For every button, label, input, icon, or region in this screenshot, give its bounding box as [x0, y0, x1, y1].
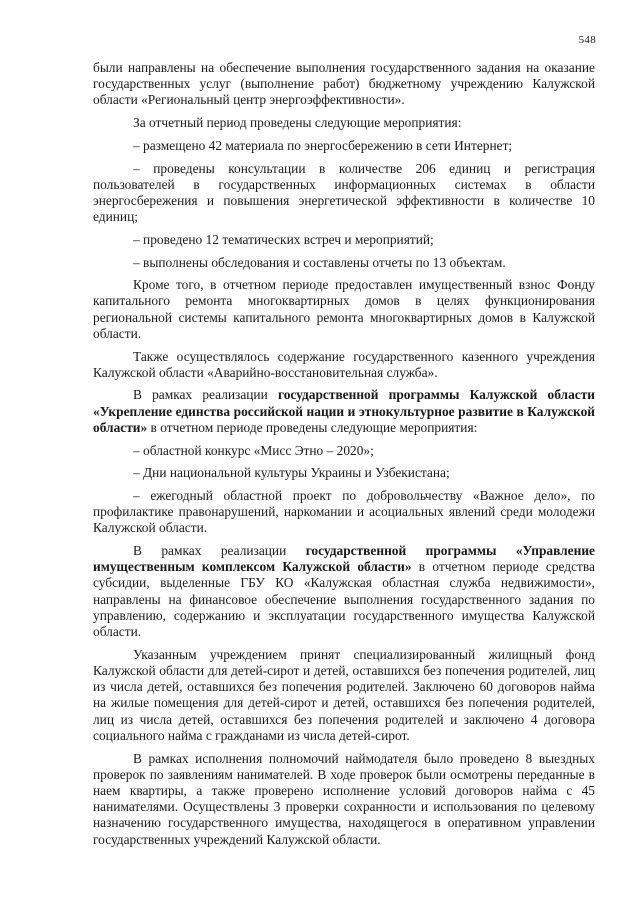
list-item: – Дни национальной культуры Украины и Узбекистана; [133, 465, 450, 481]
paragraph-2: За отчетный период проведены следующие мероприятия: [133, 115, 462, 131]
paragraph-9-pre: В рамках реализации [133, 387, 278, 403]
program-title-ethno: государственной программы Калужской области «Укрепление единства российской нации и этнокультурное развитие в Калужской области» [93, 387, 595, 435]
paragraph-9 [93, 387, 595, 436]
paragraph-15: В рамках исполнения полномочий наймодателя было проведено 8 выездных проверок по заявлениям нанимателей. В ходе проверок были осмотрены переданные в наем квартиры, а также проверено исполнение условий договоров найма с 45 нанимателями. Осуществлены 3 проверки сохранности и использования по целевому назначению государственного имущества, находящегося в оперативном управлении государственных учреждений Калужской области. [93, 750, 595, 847]
list-item: – проведено 12 тематических встреч и мероприятий; [133, 231, 434, 247]
list-item: – размещено 42 материала по энергосбережению в сети Интернет; [133, 137, 513, 153]
paragraph-13 [93, 543, 595, 640]
paragraph-8: Также осуществлялось содержание государственного казенного учреждения Калужской области «Аварийно-восстановительная служба». [93, 348, 595, 380]
paragraph-14: Указанным учреждением принят специализированный жилищный фонд Калужской области для детей-сирот и детей, оставшихся без попечения родителей, лиц из числа детей, оставшихся без попечения родителей. Заключено 60 договоров найма на жилые помещения для детей-сирот и детей, оставшихся без попечения родителей, лиц из числа детей, оставшихся без попечения родителей и заключено 4 договора социального найма с гражданами из числа детей-сирот. [93, 646, 595, 743]
paragraph-13-post: в отчетном периоде средства субсидии, выделенные ГБУ КО «Калужская областная служба недвижимости», направлены на финансовое обеспечение выполнения государственного задания по управлению, содержанию и эксплуатации государственного имущества Калужской области. [93, 559, 595, 640]
page-number: 548 [578, 34, 596, 46]
paragraph-7: Кроме того, в отчетном периоде предоставлен имущественный взнос Фонду капитального ремонта многоквартирных домов в целях функционирования региональной системы капитального ремонта многоквартирных домов в Калужской области. [93, 277, 595, 341]
list-item: – ежегодный областной проект по добровольчеству «Важное дело», по профилактике правонарушений, наркомании и асоциальных явлений среди молодежи Калужской области. [93, 487, 595, 536]
list-item: – областной конкурс «Мисс Этно – 2020»; [133, 442, 374, 458]
document-body [93, 60, 595, 854]
paragraph-9-post: в отчетном периоде проведены следующие мероприятия: [147, 419, 478, 435]
program-title-property: государственной программы «Управление имущественным комплексом Калужской области» [93, 543, 595, 575]
paragraph-13-pre: В рамках реализации [133, 543, 306, 559]
list-item: – выполнены обследования и составлены отчеты по 13 объектам. [133, 254, 506, 270]
paragraph-1: были направлены на обеспечение выполнения государственного задания на оказание государственных услуг (выполнение работ) бюджетному учреждению Калужской области «Региональный центр энергоэффективности». [93, 60, 595, 108]
list-item: – проведены консультации в количестве 206 единиц и регистрация пользователей в государственных информационных системах в области энергосбережения и повышения энергетической эффективности в количестве 10 единиц; [93, 160, 595, 225]
